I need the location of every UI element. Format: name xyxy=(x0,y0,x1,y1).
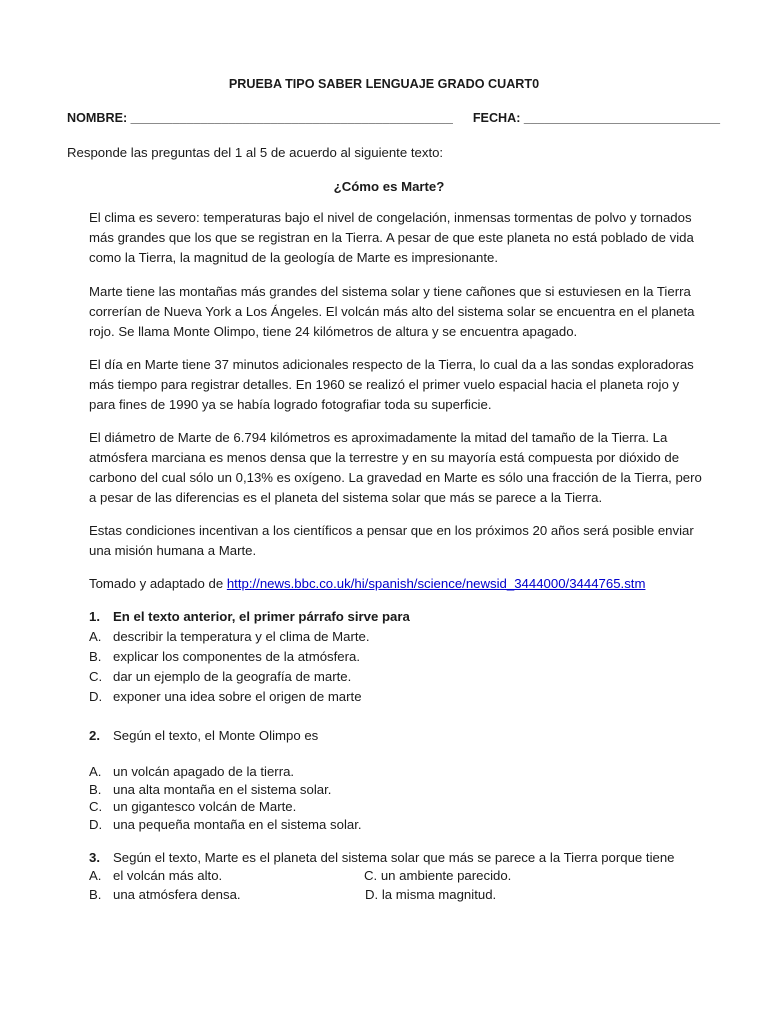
option-letter: A. xyxy=(89,868,102,883)
question-3-options xyxy=(89,866,709,903)
question-2-options xyxy=(89,762,709,832)
option-b-text[interactable]: una atmósfera densa. xyxy=(113,886,241,902)
option-c[interactable]: C. un ambiente parecido. xyxy=(364,868,512,883)
question-number: 1. xyxy=(89,609,100,624)
option-a-text[interactable]: el volcán más alto. xyxy=(113,868,223,883)
option-letter: B. xyxy=(89,886,102,902)
name-date-line xyxy=(67,108,721,128)
option-letter: B. xyxy=(89,781,102,797)
option-d[interactable] xyxy=(89,687,709,707)
option-a[interactable] xyxy=(89,762,709,780)
option-row-1 xyxy=(89,866,709,885)
paragraph-4: El diámetro de Marte de 6.794 kilómetros es aproximadamente la mitad del tamaño de la Tierra. La atmósfera marciana es menos densa que la terrestre y en su mayoría está compuesta por dióxido de carbono del cual sólo un 0,13% es oxígeno. La gravedad en Marte es sólo una fracción de la Tierra, pero a pesar de las diferencias es el planeta del sistema solar que más se parece a la Tierra. xyxy=(89,430,702,505)
option-letter: D. xyxy=(89,689,103,704)
question-number: 3. xyxy=(89,850,100,865)
option-text: describir la temperatura y el clima de Marte. xyxy=(113,629,370,644)
option-text: un volcán apagado de la tierra. xyxy=(113,764,295,779)
option-d[interactable]: D. la misma magnitud. xyxy=(365,886,497,902)
option-letter: C. xyxy=(89,669,103,684)
question-text: Según el texto, Marte es el planeta del sistema solar que más se parece a la Tierra porque tiene xyxy=(113,850,675,865)
option-d[interactable] xyxy=(89,815,709,833)
question-1 xyxy=(89,607,709,627)
paragraph-2: Marte tiene las montañas más grandes del sistema solar y tiene cañones que si estuviesen en la Tierra correrían de Nueva York a Los Ángeles. El volcán más alto del sistema solar se encuentra en el planeta rojo. Se llama Monte Olimpo, tiene 24 kilómetros de altura y se encuentra apagado. xyxy=(89,284,695,339)
question-text: Según el texto, el Monte Olimpo es xyxy=(113,728,319,743)
paragraph-1: El clima es severo: temperaturas bajo el nivel de congelación, inmensas tormentas de polvo y tornados más grandes que los que se registran en la Tierra. A pesar de que este planeta no está poblado de vida como la Tierra, la magnitud de la geología de Marte es impresionante. xyxy=(89,210,694,265)
option-b[interactable] xyxy=(89,647,709,667)
option-letter: B. xyxy=(89,649,102,664)
option-row-2 xyxy=(89,885,709,904)
option-text: dar un ejemplo de la geografía de marte. xyxy=(113,669,352,684)
option-text: exponer una idea sobre el origen de marte xyxy=(113,689,362,704)
option-a[interactable] xyxy=(89,866,101,886)
source-prefix: Tomado y adaptado de xyxy=(89,576,227,591)
option-text: una pequeña montaña en el sistema solar. xyxy=(113,816,362,832)
option-b[interactable] xyxy=(89,885,101,905)
option-c[interactable] xyxy=(89,667,709,687)
option-c[interactable] xyxy=(89,797,709,815)
option-text: una alta montaña en el sistema solar. xyxy=(113,781,332,797)
question-1-options xyxy=(89,627,709,707)
source-link[interactable]: http://news.bbc.co.uk/hi/spanish/science/newsid_3444000/3444765.stm xyxy=(226,576,646,591)
option-letter: C. xyxy=(89,799,103,814)
exam-title: PRUEBA TIPO SABER LENGUAJE GRADO CUART0 xyxy=(228,77,540,91)
question-2 xyxy=(89,726,709,746)
paragraph-5: Estas condiciones incentivan a los científicos a pensar que en los próximos 20 años será posible enviar una misión humana a Marte. xyxy=(89,523,694,558)
date-field[interactable]: FECHA: ____________________________ xyxy=(472,111,721,125)
option-letter: D. xyxy=(89,816,103,832)
name-field[interactable]: NOMBRE: ______________________________________________ xyxy=(67,111,453,125)
paragraph-3: El día en Marte tiene 37 minutos adicionales respecto de la Tierra, lo cual da a las sondas exploradoras más tiempo para registrar detalles. En 1960 se realizó el primer vuelo espacial hacia el planeta rojo y para fines de 1990 ya se había logrado fotografiar toda su superficie. xyxy=(89,357,694,412)
option-text: un gigantesco volcán de Marte. xyxy=(113,799,297,814)
reading-title: ¿Cómo es Marte? xyxy=(333,179,445,194)
question-text: En el texto anterior, el primer párrafo sirve para xyxy=(113,609,410,624)
option-text: explicar los componentes de la atmósfera. xyxy=(113,649,361,664)
question-number: 2. xyxy=(89,728,100,743)
option-letter: A. xyxy=(89,764,102,779)
option-b[interactable] xyxy=(89,780,709,798)
option-letter: A. xyxy=(89,629,102,644)
source-citation xyxy=(89,574,709,594)
question-3 xyxy=(89,848,709,868)
instructions: Responde las preguntas del 1 al 5 de acuerdo al siguiente texto: xyxy=(67,145,444,160)
option-a[interactable] xyxy=(89,627,709,647)
